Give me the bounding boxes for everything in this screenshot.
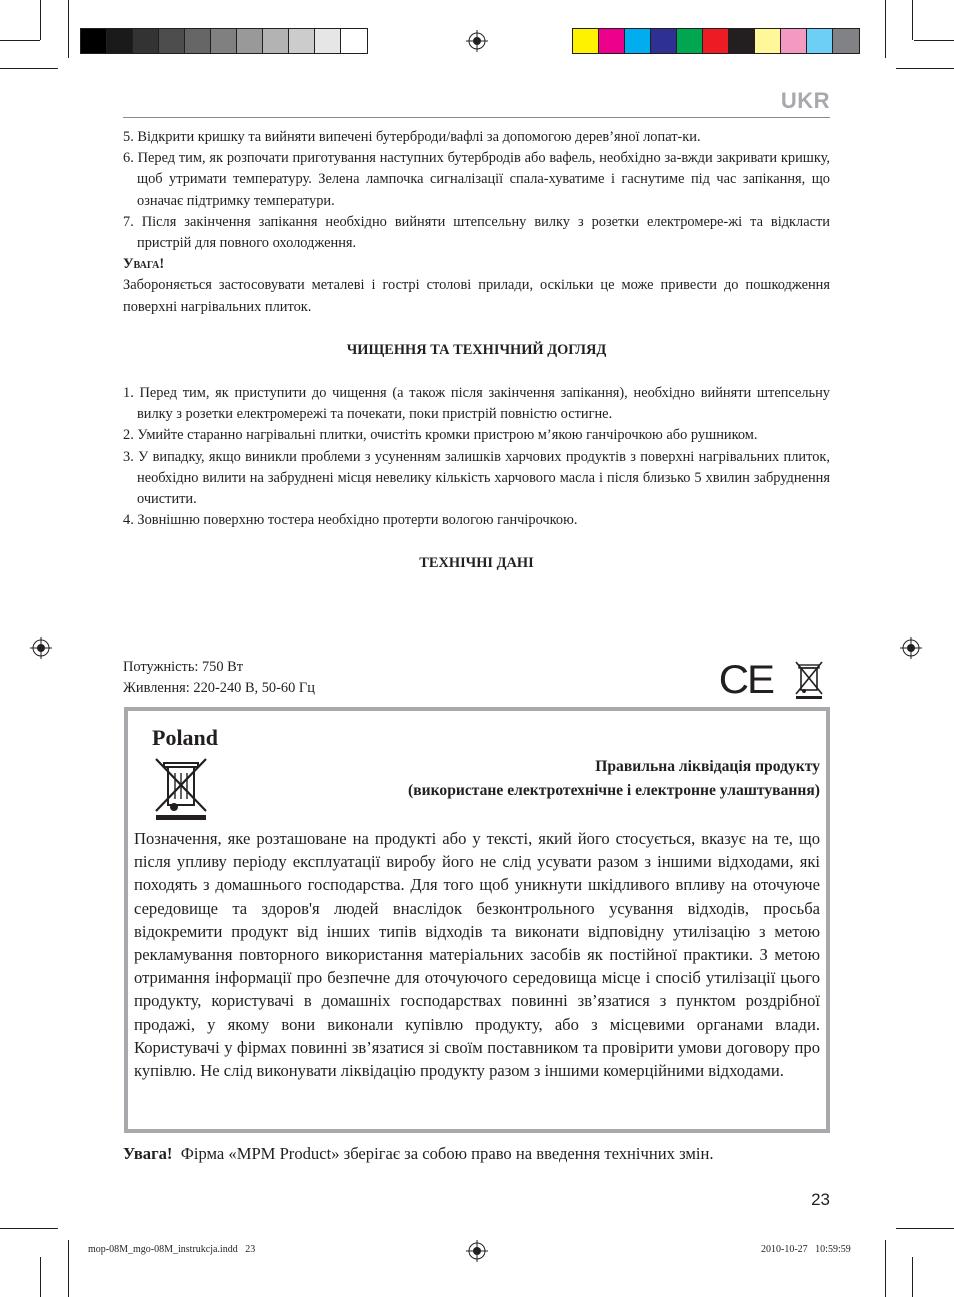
color-swatch — [599, 29, 625, 53]
crop-mark — [68, 0, 69, 58]
timestamp: 2010-10-27 10:59:59 — [761, 1244, 851, 1255]
crop-mark — [912, 0, 913, 40]
disposal-title-line: Правильна ліквідація продукту — [595, 758, 820, 775]
color-swatch — [237, 29, 263, 53]
crop-mark — [896, 68, 954, 69]
cleaning-step: 4. Зовнішню поверхню тостера необхідно протерти вологою ганчірочкою. — [123, 512, 578, 529]
note-text: Фірма «MPM Product» зберігає за собою право на введення технічних змін. — [180, 1144, 714, 1163]
color-swatch — [625, 29, 651, 53]
disposal-title-line: (використане електротехнічне і електронне улаштування) — [408, 782, 820, 799]
registration-mark-icon — [466, 30, 488, 52]
disposal-text: Позначення, яке розташоване на продукті або у тексті, який його стосується, вказує на те, що після упливу періоду експлуатації виробу його не слід усувати разом з іншими відходами, які походять з домашнього господарства. Для того щоб уникнути шкідливого впливу на оточуюче середовище та здоров'я людей внаслідок безконтрольного усування відходів, просьба відокремити продукт від інших типів відходів та виконати відповідну утилізацію з метою рекламування повторного використання матеріальних засобів як постійної практики. З метою отримання інформації про безпечне для оточуючого середовища місце і спосіб утилізації цього продукту, користувачі в домашніх господарствах повинні зв’язатися з пунктом роздрібної продажі, у якому вони виконали купівлю продукту, або з місцевими органами влади. Користувачі у фірмах повинні зв’язатися зі своїм поставником та провірити умови договору про купівлю. Не слід виконувати ліквідацію продукту разом з іншими комерційними відходами. — [134, 829, 820, 1081]
header-divider — [123, 117, 830, 118]
cleaning-step: 3. У випадку, якщо виникли проблеми з усуненням залишків харчових продуктів з поверхні нагрівальних плиток, необхідно вилити на забруднені місця невелику кількість харчового масла і після близько 5 хвилин забруднення очистити. — [123, 448, 830, 508]
crop-mark — [885, 0, 886, 58]
color-swatch — [341, 29, 367, 53]
color-swatch — [781, 29, 807, 53]
registration-mark-icon — [466, 1240, 488, 1262]
color-swatch — [81, 29, 107, 53]
crop-mark — [0, 68, 58, 69]
crop-mark — [885, 1240, 886, 1297]
crop-mark — [0, 40, 40, 41]
main-content — [123, 127, 830, 575]
warning-title: Увага! — [123, 256, 165, 273]
color-calibration-bar — [572, 28, 860, 54]
color-swatch — [289, 29, 315, 53]
crop-mark — [0, 1228, 58, 1229]
color-swatch — [107, 29, 133, 53]
country-label: Poland — [152, 725, 219, 750]
disposal-box — [124, 707, 830, 1133]
weee-bin-icon — [793, 660, 825, 700]
color-swatch — [211, 29, 237, 53]
color-swatch — [833, 29, 859, 53]
color-swatch — [755, 29, 781, 53]
color-swatch — [677, 29, 703, 53]
weee-bin-icon — [152, 755, 210, 821]
registration-mark-icon — [900, 637, 922, 659]
grayscale-calibration-bar — [80, 28, 368, 54]
crop-mark — [40, 0, 41, 40]
color-swatch — [651, 29, 677, 53]
color-swatch — [573, 29, 599, 53]
file-info: mop-08M_mgo-08M_instrukcja.indd 23 — [88, 1244, 256, 1255]
cleaning-heading: ЧИЩЕННЯ ТА ТЕХНІЧНИЙ ДОГЛЯД — [346, 341, 607, 358]
page-number: 23 — [811, 1190, 830, 1209]
note-label: Увага! — [123, 1144, 173, 1163]
language-code: UKR — [780, 88, 830, 113]
cleaning-step: 1. Перед тим, як приступити до чищення (а також після закінчення запікання), необхідно вийняти штепсельну вилку з розетки електромережі та почекати, поки пристрій повністю остигне. — [123, 385, 830, 423]
color-swatch — [703, 29, 729, 53]
crop-mark — [912, 1257, 913, 1297]
warning-text: Забороняється застосовувати металеві і гострі столові прилади, оскільки це може привести до пошкодження поверхні нагрівальних плиток. — [123, 277, 830, 315]
disposal-title — [408, 755, 820, 803]
color-swatch — [315, 29, 341, 53]
ce-mark-icon: CE — [718, 658, 773, 702]
crop-mark — [68, 1240, 69, 1297]
operation-step: 7. Після закінчення запікання необхідно вийняти штепсельну вилку з розетки електромере-жі та відкласти пристрій для повного охолодження. — [123, 213, 830, 252]
color-swatch — [807, 29, 833, 53]
operation-step: 6. Перед тим, як розпочати приготування наступних бутербродів або вафель, необхідно за-вжди закривати кришку, щоб утримати температуру. Зелена лампочка сигналізації спала-хуватиме і гаснутиме під час запікання, що означає підтримку температури. — [123, 150, 830, 209]
crop-mark — [896, 1228, 954, 1229]
supply-spec: Живлення: 220-240 В, 50-60 Гц — [123, 680, 315, 697]
crop-mark — [914, 40, 954, 41]
power-spec: Потужність: 750 Вт — [123, 659, 244, 675]
color-swatch — [133, 29, 159, 53]
color-swatch — [263, 29, 289, 53]
cleaning-step: 2. Умийте старанно нагрівальні плитки, очистіть кромки пристрою м’якою ганчірочкою або рушником. — [123, 427, 758, 444]
color-swatch — [729, 29, 755, 53]
color-swatch — [159, 29, 185, 53]
operation-step: 5. Відкрити кришку та вийняти випечені бутерброди/вафлі за допомогою дерев’яної лопат-ки. — [123, 129, 701, 145]
crop-mark — [40, 1257, 41, 1297]
footer-note — [123, 1143, 830, 1165]
registration-mark-icon — [30, 637, 52, 659]
technical-heading: ТЕХНІЧНІ ДАНІ — [419, 555, 534, 572]
color-swatch — [185, 29, 211, 53]
